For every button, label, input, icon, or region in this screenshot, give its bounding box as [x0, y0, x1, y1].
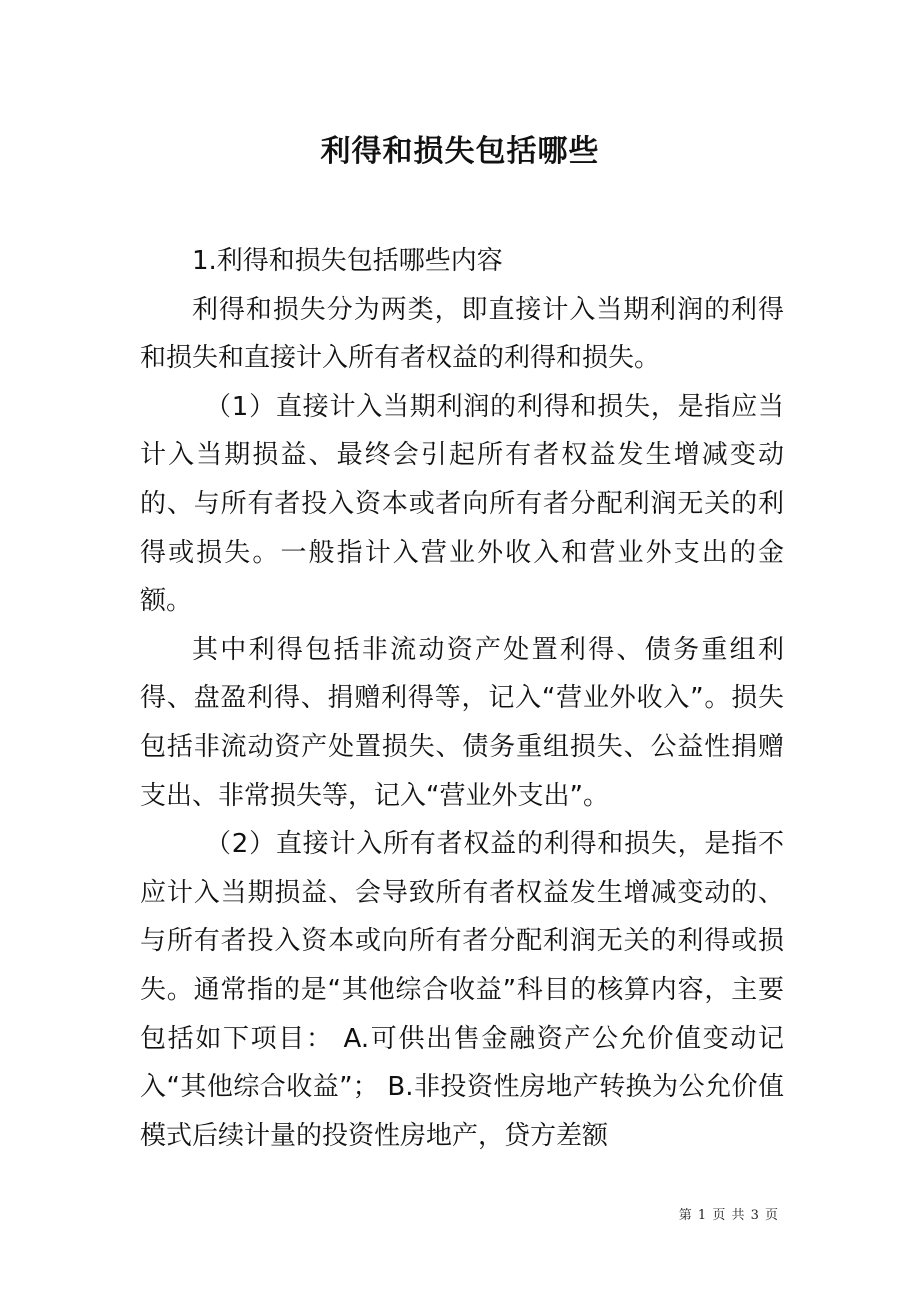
section-heading: 1.利得和损失包括哪些内容: [192, 246, 503, 276]
document-body: [140, 237, 784, 1160]
paragraph-gains-losses-list: 其中利得包括非流动资产处置利得、债务重组利得、盘盈利得、捐赠利得等，记入“营业外收入”。损失包括非流动资产处置损失、债务重组损失、公益性捐赠支出、非常损失等，记入“营业外支出”。: [140, 634, 784, 811]
document-title: 利得和损失包括哪些: [320, 134, 600, 169]
paragraph-item-2: （2）直接计入所有者权益的利得和损失，是指不应计入当期损益、会导致所有者权益发生增减变动的、与所有者投入资本或向所有者分配利润无关的利得或损失。通常指的是“其他综合收益”科目的核算内容，主要包括如下项目： A.可供出售金融资产公允价值变动记入“其他综合收益”； B.非投资性房地产转换为公允价值模式后续计量的投资性房地产，贷方差额: [140, 829, 784, 1151]
paragraph-item-1: （1）直接计入当期利润的利得和损失，是指应当计入当期损益、最终会引起所有者权益发生增减变动的、与所有者投入资本或者向所有者分配利润无关的利得或损失。一般指计入营业外收入和营业外支出的金额。: [140, 391, 784, 617]
paragraph-intro: 利得和损失分为两类，即直接计入当期利润的利得和损失和直接计入所有者权益的利得和损失。: [140, 294, 784, 374]
page-number-footer: 第 1 页 共 3 页: [678, 1208, 779, 1223]
